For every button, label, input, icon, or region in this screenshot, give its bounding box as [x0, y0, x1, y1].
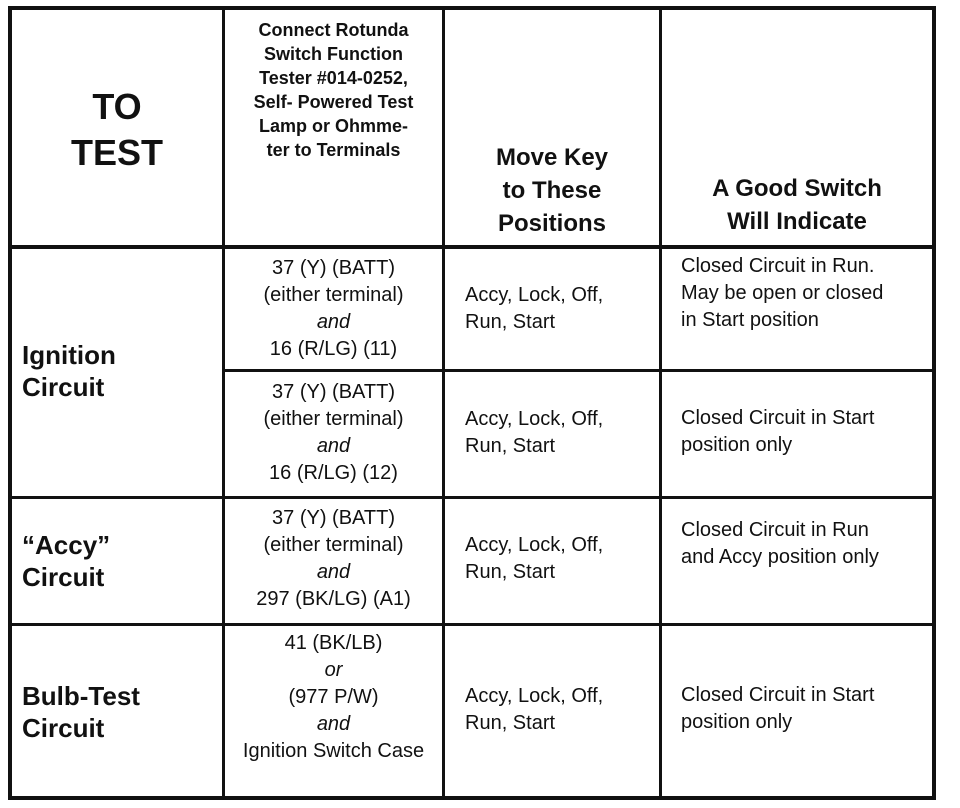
header-divider	[8, 245, 936, 249]
terminals-cell: 41 (BK/LB) or (977 P/W) and Ignition Switch Case	[242, 632, 425, 762]
header-good-switch: A Good Switch Will Indicate	[712, 175, 882, 235]
indicates-cell: Closed Circuit in Run. May be open or closed in Start position	[681, 255, 884, 331]
subrow-divider	[222, 369, 936, 372]
row-label-bulb-test-circuit: Bulb-Test Circuit	[22, 681, 140, 743]
indicates-cell: Closed Circuit in Run and Accy position only	[681, 519, 879, 568]
positions-cell: Accy, Lock, Off, Run, Start	[465, 534, 604, 583]
header-to-test: TO TEST	[70, 86, 163, 173]
row-label-ignition-circuit: Ignition Circuit	[22, 340, 116, 402]
column-divider	[659, 6, 662, 800]
indicates-cell: Closed Circuit in Start position only	[681, 684, 875, 733]
terminals-cell: 37 (Y) (BATT) (either terminal) and 16 (R/LG) (11)	[263, 257, 404, 360]
header-connect-tester: Connect Rotunda Switch Function Tester #014-0252, Self- Powered Test Lamp or Ohmme- ter to Terminals	[253, 20, 414, 160]
indicates-cell: Closed Circuit in Start position only	[681, 407, 875, 456]
positions-cell: Accy, Lock, Off, Run, Start	[465, 685, 604, 734]
terminals-cell: 37 (Y) (BATT) (either terminal) and 297 (BK/LG) (A1)	[256, 507, 411, 610]
positions-cell: Accy, Lock, Off, Run, Start	[465, 408, 604, 457]
row-label-accy-circuit: “Accy” Circuit	[22, 530, 111, 592]
terminals-cell: 37 (Y) (BATT) (either terminal) and 16 (R/LG) (12)	[263, 381, 404, 484]
row-divider	[8, 496, 936, 499]
positions-cell: Accy, Lock, Off, Run, Start	[465, 284, 604, 333]
header-move-key: Move Key to These Positions	[495, 144, 609, 237]
column-divider	[442, 6, 445, 800]
row-divider	[8, 623, 936, 626]
